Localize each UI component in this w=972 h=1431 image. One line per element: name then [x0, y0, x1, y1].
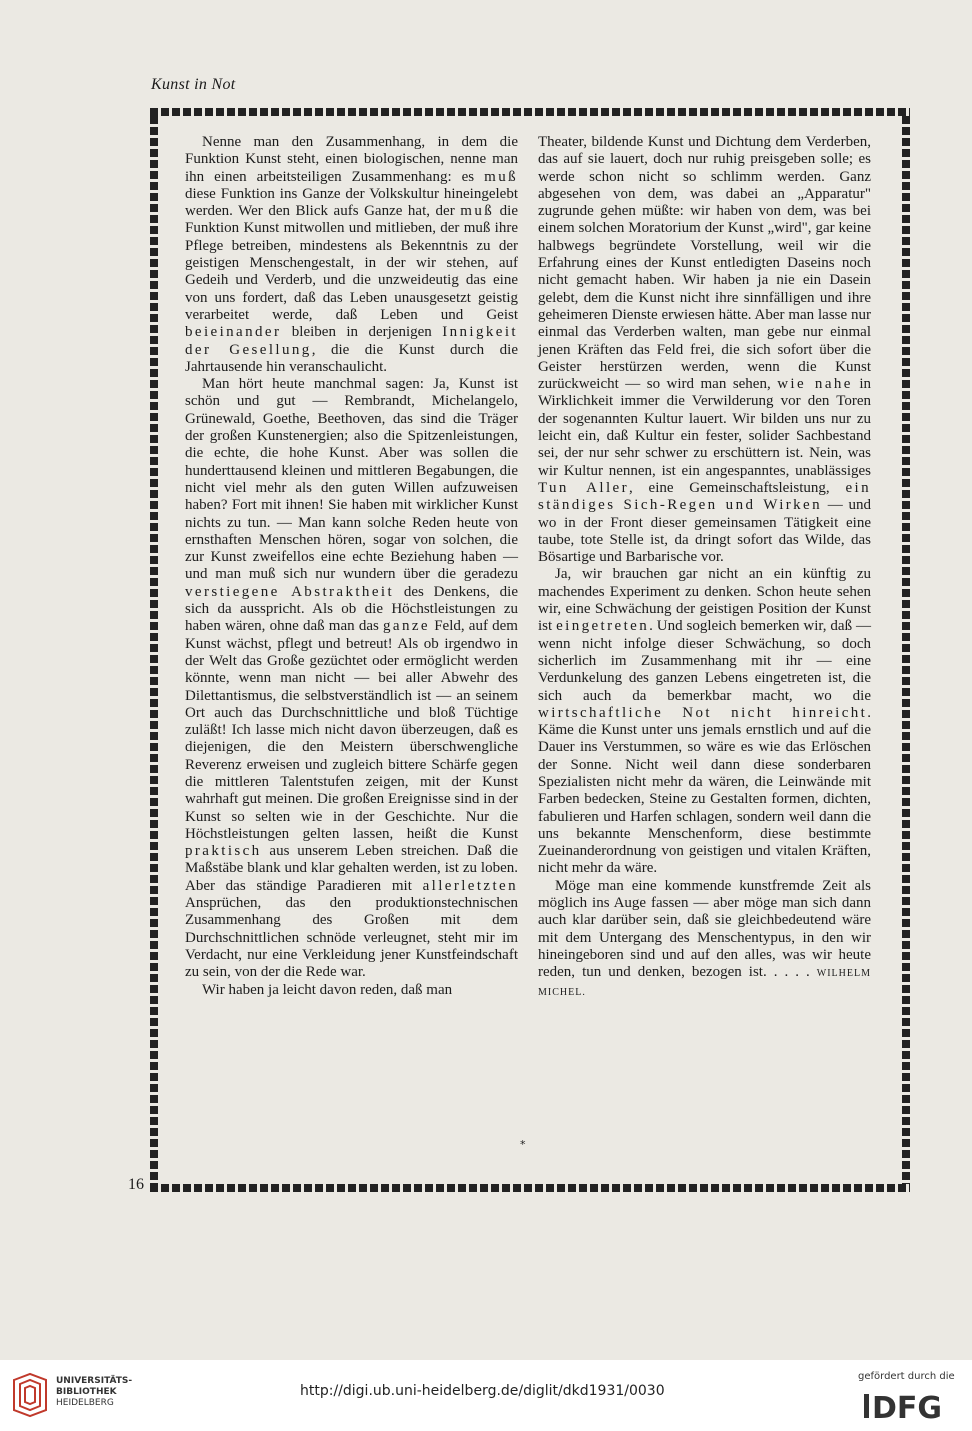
paragraph: Wir haben ja leicht davon reden, daß man [202, 981, 453, 998]
page-number: 16 [128, 1176, 144, 1193]
left-column [185, 134, 518, 999]
border-left [150, 116, 158, 1184]
border-bottom [150, 1184, 910, 1192]
author-signature: WILHELM MICHEL. [538, 968, 871, 998]
footer [0, 1360, 972, 1431]
running-title: Kunst in Not [151, 76, 236, 93]
source-url[interactable]: http://digi.ub.uni-heidelberg.de/diglit/dkd1931/0030 [300, 1383, 665, 1399]
border-top [150, 108, 910, 116]
border-right [902, 116, 910, 1184]
dfg-logo-icon [860, 1390, 960, 1422]
end-mark: * [520, 1138, 526, 1151]
paragraph: Möge man eine kommende kunstfremde Zeit als möglich ins Auge fassen — aber möge man sich dann auch klar darüber sein, daß sie gleichbedeutend wäre mit dem Untergang des Menschentypus, in den wir hineingeboren sind und auf den alles, was wir heute reden, tun und denken, bezogen ist. . . . . WILHELM MICHEL. [538, 877, 871, 998]
paragraph: Theater, bildende Kunst und Dichtung dem Verderben, das auf sie lauert, doch nur ruhig preisgeben solle; es werde schon nicht so schlimm werden. Ganz abgesehen von dem, was dabei an „Apparatur" zugrunde gehen müßte: wir haben von dem, was bei einem solchen Moratorium der Kunst „wird", gar keine halbwegs begründete Vorstellung, weil wir die Erfahrung eines der Kunst entledigten Daseins noch nicht gemacht haben. Wir haben ja nie ein Dasein gelebt, dem die Kunst nicht ihre sinnfälligen und ihre geheimeren Dienste erwiesen hätte. Aber man lasse nur einmal das Verderben walten, man gebe nur einmal jenen Kräften das Feld frei, die sich sofort über die Geister herstürzen werden, wenn die Kunst zurückweicht — so wird man sehen, wie nahe in Wirklichkeit immer die Verwilderung vor den Toren der sogenannten Kultur lauert. Wir bilden uns nur zu leicht ein, daß Kultur ein fester, solider Sachbestand sei, der nur sehr schwer zu erschüttern ist. Nein, was wir Kultur nennen, ist ein angespanntes, unablässiges Tun Aller, eine Gemeinschaftsleistung, ein ständiges Sich-Regen und Wirken — und wo in der Front dieser gemeinsamen Tätigkeit eine taube, tote Stelle ist, da dringt sofort das Wilde, das Bösartige und Barbarische vor. [538, 134, 871, 566]
svg-text:DFG: DFG [872, 1391, 943, 1422]
library-name: UNIVERSITÄTS- BIBLIOTHEK HEIDELBERG [56, 1376, 133, 1408]
paragraph: Ja, wir brauchen gar nicht an ein künftig zu machendes Experiment zu denken. Schon heute sehen wir, eine Schwächung der geistigen Position der Kunst ist eingetreten. Und sogleich bemerken wir, daß — wenn nicht infolge dieser Schwächung, so doch sicherlich im Zusammenhang mit ihr — eine Verdunkelung des ganzen Lebens eingetreten ist, die sich auch da bemerkbar macht, wo die wirtschaftliche Not nicht hinreicht. Käme die Kunst unter uns jemals ernstlich und auf die Dauer ins Verstummen, so wäre es wie das Erlöschen der Sonne. Nicht weil dann diese sonderbaren Spezialisten nicht mehr da wären, die Leinwände mit Farben bedecken, Steine zu Gestalten formen, dichten, fabulieren und Harfen schlagen, sondern weil dann die uns bekannte Menschenform, diese bestimmte Zueinanderordnung von geistigen und vitalen Kräften, nicht mehr da wäre. [538, 566, 871, 877]
library-logo-icon [10, 1372, 50, 1418]
paragraph: Nenne man den Zusammenhang, in dem die Funktion Kunst steht, einen biologischen, nenne man ihn einen arbeitsteiligen Zusammenhang: es muß diese Funktion ins Ganze der Volkskultur hineingelebt werden. Wer den Blick aufs Ganze hat, der muß die Funktion Kunst mitwollen und mitlieben, der muß ihre Pflege betreiben, mindestens als Bekenntnis zu der geistigen Menschengestalt, in der wir stehen, auf Gedeih und Verderb, und die unzweideutig das eine von uns fordert, daß das Leben unausgesetzt geistig verarbeitet werde, daß Leben und Geist beieinander bleiben in derjenigen Innigkeit der Gesellung, die die Kunst durch die Jahrtausende hin veranschaulicht. [185, 134, 518, 375]
funding-note: gefördert durch die [858, 1371, 955, 1382]
paragraph: Man hört heute manchmal sagen: Ja, Kunst ist schön und gut — Rembrandt, Michelangelo, Grünewald, Goethe, Beethoven, das sind die Träger der großen Kunstenergien; also die Spitzenleistungen, die echte, die hohe Kunst. Aber was sollen die hunderttausend kleinen und mittleren Begabungen, die nicht viel mehr als den guten Willen aufzuweisen haben? Fort mit ihnen! Sie haben mit wirklicher Kunst nichts zu tun. — Man kann solche Reden heute von ernsthaften Menschen hören, sogar von solchen, die zur Kunst zweifellos eine echte Beziehung haben — und man muß sich nur wundern über die geradezu verstiegene Abstraktheit des Denkens, die sich da ausspricht. Als ob die Höchstleistungen zu haben wären, ohne daß man das ganze Feld, auf dem Kunst wächst, pflegt und betreut! Als ob irgendwo in der Welt das Große gezüchtet oder ermöglicht werden könnte, wenn man nicht — bei aller Abwehr des Dilettantismus, die selbstverständlich ist — an seinem Ort auch das Durchschnittliche und bloß Tüchtige zuläßt! Ich lasse mich nicht davon überzeugen, daß es diejenigen, die den Meistern überschwengliche Reverenz erweisen und zugleich bittere Schärfe gegen die mittleren Talentstufen zeigen, mit der Kunst wahrhaft gut meinen. Die großen Ereignisse sind in der Kunst so selten wie in der Geschichte. Nur die Höchstleistungen gelten lassen, heißt die Kunst praktisch aus unserem Leben streichen. Daß die Maßstäbe blank und klar gehalten werden, ist zu loben. Aber das ständige Paradieren mit allerletzten Ansprüchen, das den produktionstechnischen Zusammenhang des Großen mit dem Durchschnittlichen schnöde verleugnet, steht mir im Verdacht, nur eine Verkleidung jener Kunstfeindschaft zu sein, von der die Rede war. [185, 376, 518, 981]
right-column [538, 134, 871, 1001]
